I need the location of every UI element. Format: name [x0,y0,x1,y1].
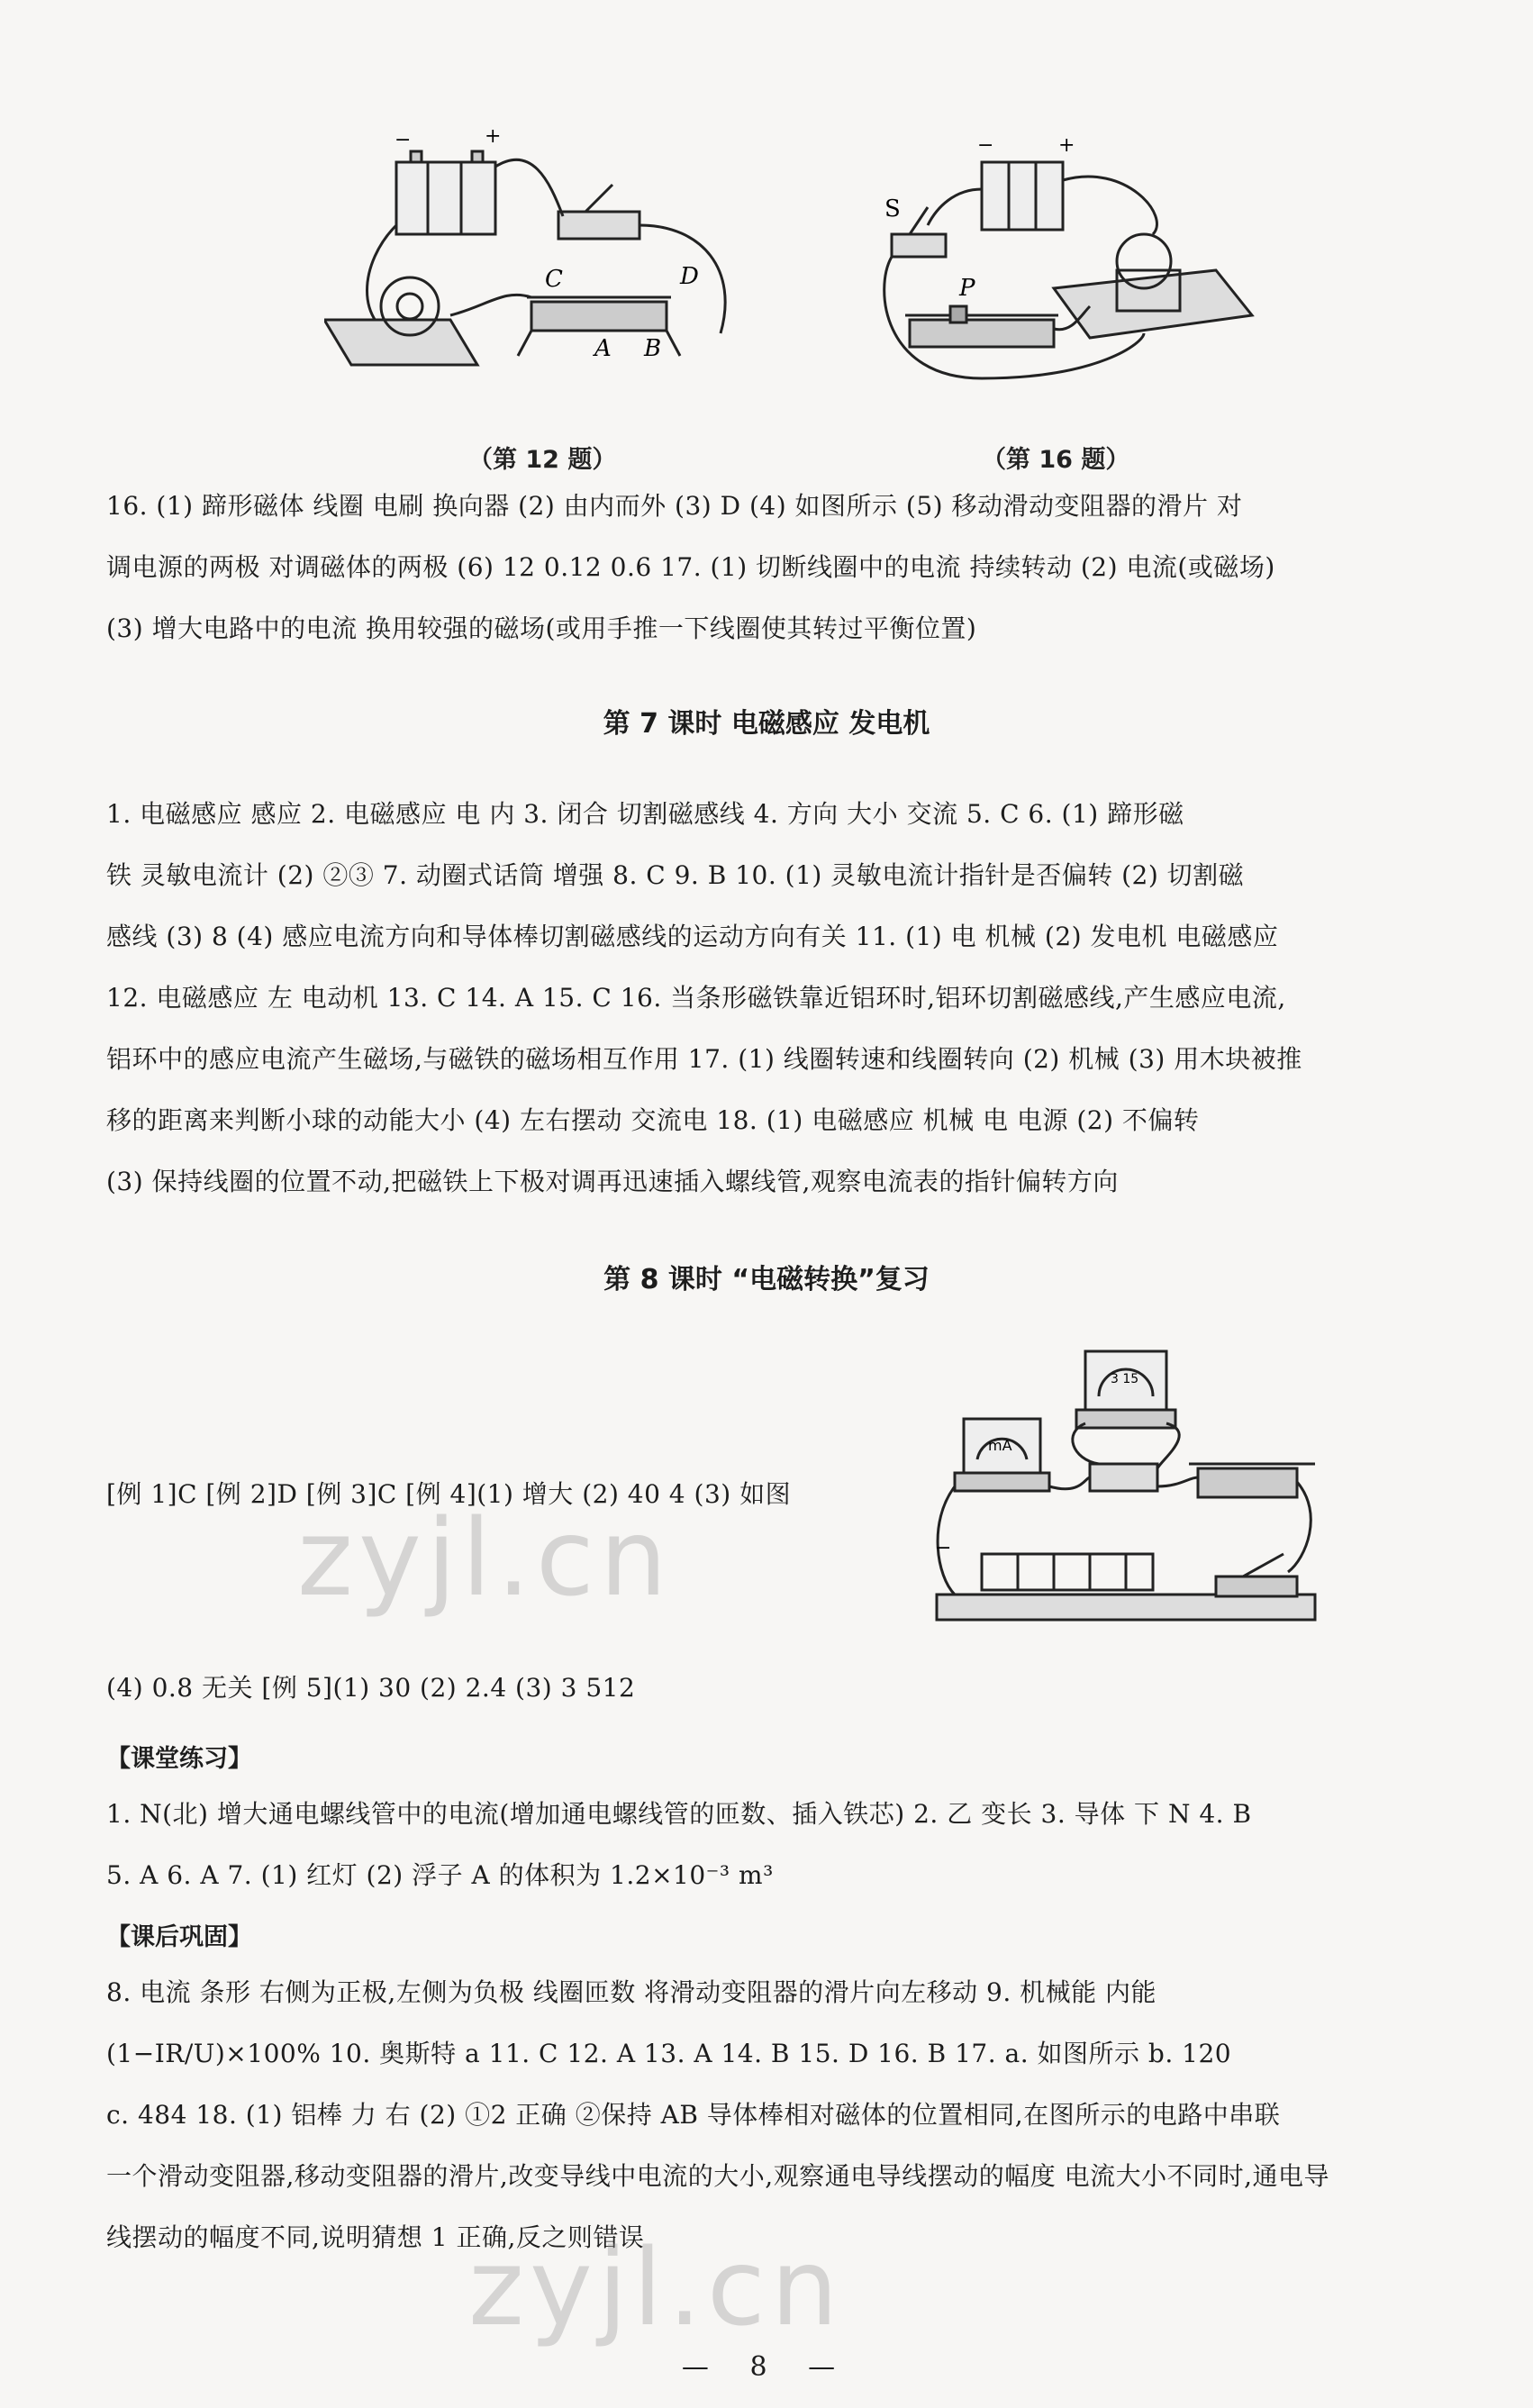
figure-12-circuit [324,126,757,396]
lesson8-v-ticks: 3 15 [1111,1372,1139,1386]
lesson8-minus: − [935,1537,952,1559]
text-line: c. 484 18. (1) 铝棒 力 右 (2) ①2 正确 ②保持 AB 导体棒相对磁体的位置相同,在图所示的电路中串联 [106,2100,1281,2130]
text-line: 调电源的两极 对调磁体的两极 (6) 12 0.12 0.6 17. (1) 切断线圈中的电流 持续转动 (2) 电流(或磁场) [106,552,1275,582]
lesson-8-examples-cont [106,1658,1445,1719]
figure-12-caption: （第 12 题） [468,446,617,474]
lesson-8-examples [106,1464,917,1525]
text-line: 感线 (3) 8 (4) 感应电流方向和导体棒切割磁感线的运动方向有关 11. (1) 电 机械 (2) 发电机 电磁感应 [106,922,1279,951]
text-line: (3) 保持线圈的位置不动,把磁铁上下极对调再迅速插入螺线管,观察电流表的指针偏转方向 [106,1167,1119,1196]
text-line: [例 1]C [例 2]D [例 3]C [例 4](1) 增大 (2) 40 4 (3) 如图 [106,1479,792,1509]
lesson-8-circuit-drawing [928,1333,1333,1640]
text-line: (1−IR/U)×100% 10. 奥斯特 a 11. C 12. A 13. A 14. B 15. D 16. B 17. a. 如图所示 b. 120 [106,2039,1232,2068]
text-line: 铝环中的感应电流产生磁场,与磁铁的磁场相互作用 17. (1) 线圈转速和线圈转向 (2) 机械 (3) 用木块被推 [106,1044,1302,1074]
classwork-answers [106,1784,1445,1906]
text-line: 移的距离来判断小球的动能大小 (4) 左右摆动 交流电 18. (1) 电磁感应 机械 电 电源 (2) 不偏转 [106,1105,1200,1135]
figure-16-drawing [874,135,1279,396]
text-line: 线摆动的幅度不同,说明猜想 1 正确,反之则错误 [106,2222,645,2252]
homework-answers [106,1962,1445,2268]
answers-16-17 [106,476,1445,659]
lesson-7-answers [106,784,1445,1213]
text-line: 16. (1) 蹄形磁体 线圈 电刷 换向器 (2) 由内而外 (3) D (4) 如图所示 (5) 移动滑动变阻器的滑片 对 [106,491,1243,521]
figure-16-circuit [874,135,1279,396]
fig16-label-p: P [959,275,975,302]
lesson-8-title: 第 8 课时 “电磁转换”复习 [603,1264,930,1295]
lesson-8-circuit-figure [928,1333,1333,1640]
text-line: 1. N(北) 增大通电螺线管中的电流(增加通电螺线管的匝数、插入铁芯) 2. 乙 变长 3. 导体 下 N 4. B [106,1799,1252,1829]
fig12-label-d: D [680,263,699,290]
page-number: — 8 — [681,2351,852,2383]
homework-heading: 【课后巩固】 [106,1923,252,1951]
fig12-label-c: C [545,266,563,293]
lesson-7-title: 第 7 课时 电磁感应 发电机 [603,708,930,740]
fig12-minus: − [395,129,412,151]
fig12-plus: + [485,126,502,148]
text-line: 铁 灵敏电流计 (2) ②③ 7. 动圈式话筒 增强 8. C 9. B 10. (1) 灵敏电流计指针是否偏转 (2) 切割磁 [106,860,1245,890]
text-line: (4) 0.8 无关 [例 5](1) 30 (2) 2.4 (3) 3 512 [106,1673,636,1703]
fig16-label-s: S [884,195,901,223]
text-line: 1. 电磁感应 感应 2. 电磁感应 电 内 3. 闭合 切割磁感线 4. 方向 大小 交流 5. C 6. (1) 蹄形磁 [106,799,1184,829]
text-line: 一个滑动变阻器,移动变阻器的滑片,改变导线中电流的大小,观察通电导线摆动的幅度 电流大小不同时,通电导 [106,2161,1330,2191]
figure-12-drawing [324,126,757,396]
watermark: zyjl.cn [468,2225,844,2349]
classwork-heading: 【课堂练习】 [106,1745,252,1773]
text-line: 12. 电磁感应 左 电动机 13. C 14. A 15. C 16. 当条形磁铁靠近铝环时,铝环切割磁感线,产生感应电流, [106,983,1286,1013]
text-line: 5. A 6. A 7. (1) 红灯 (2) 浮子 A 的体积为 1.2×10⁻³ m³ [106,1860,774,1890]
fig16-plus: + [1058,135,1075,157]
fig16-minus: − [977,135,994,157]
text-line: 8. 电流 条形 右侧为正极,左侧为负极 线圈匝数 将滑动变阻器的滑片向左移动 9. 机械能 内能 [106,1977,1157,2007]
fig12-label-a: A [594,335,612,362]
text-line: (3) 增大电路中的电流 换用较强的磁场(或用手推一下线圈使其转过平衡位置) [106,613,977,643]
lesson8-ma-label: mA [988,1437,1012,1454]
fig12-label-b: B [644,335,662,362]
watermark: zyjl.cn [297,1495,673,1620]
figure-16-caption: （第 16 题） [982,446,1130,474]
